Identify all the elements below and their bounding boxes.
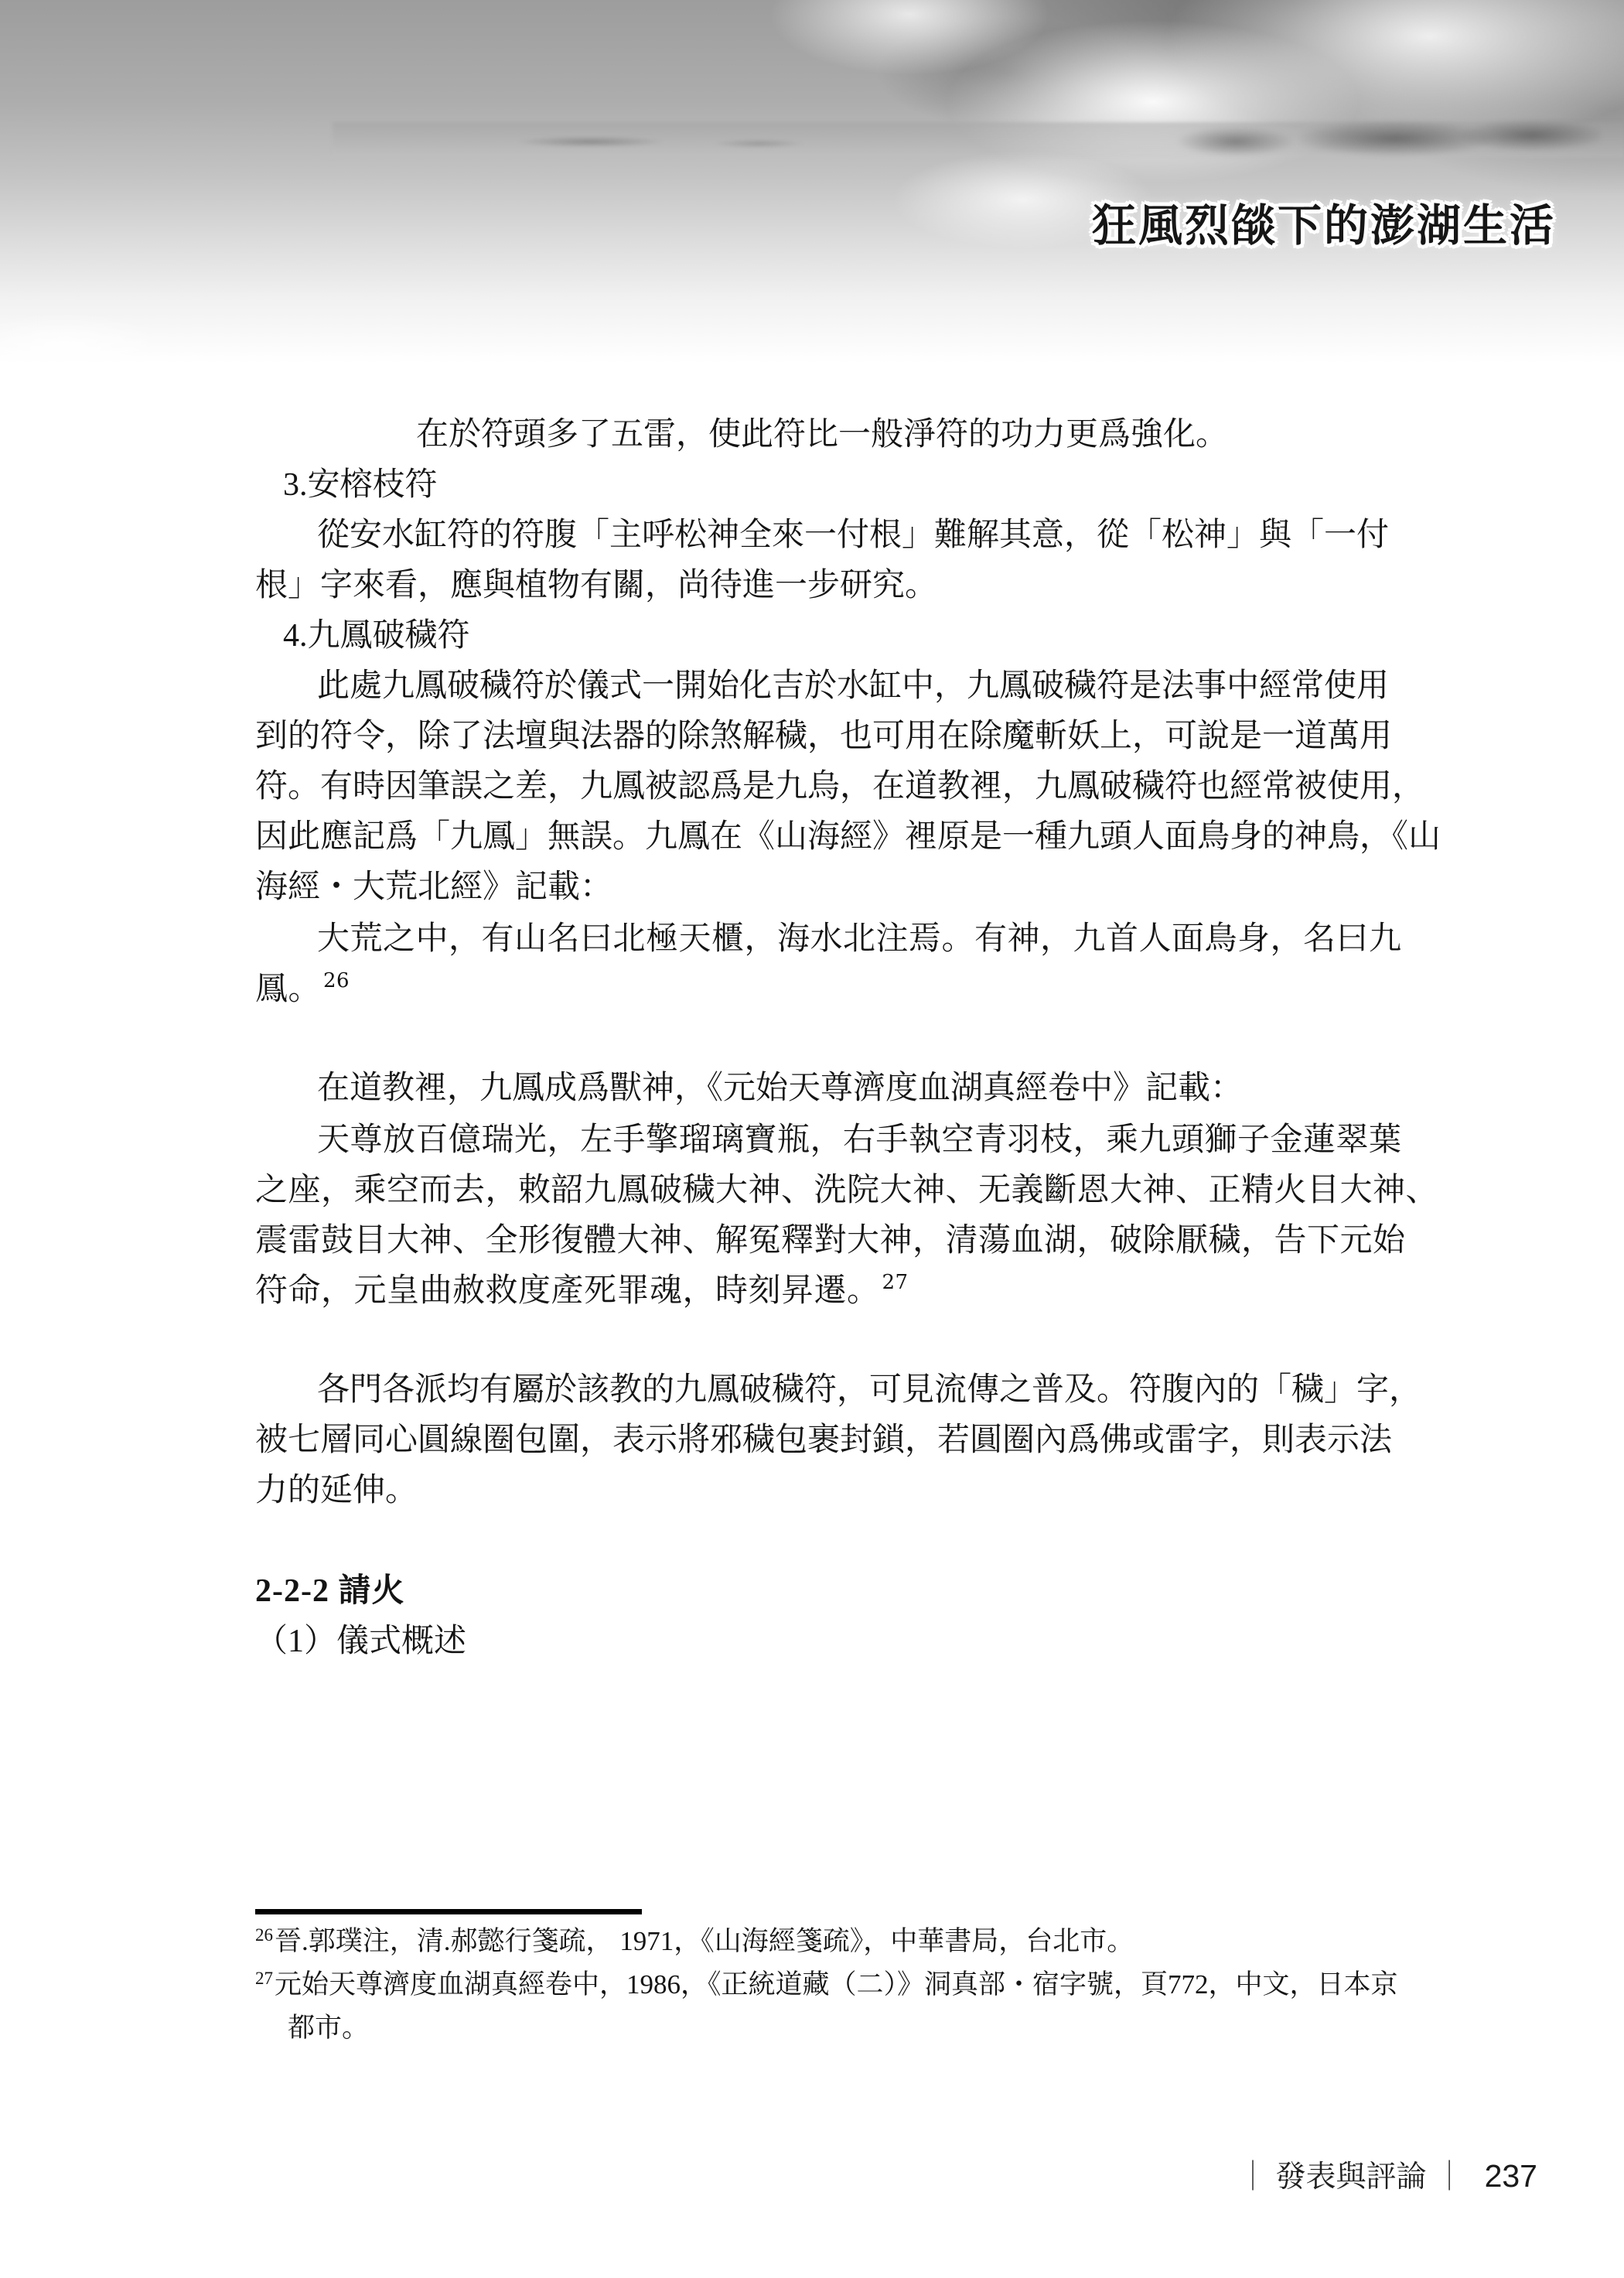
footnote-ref-26: 26: [323, 969, 350, 992]
body-text: [255, 410, 1441, 1667]
footnote-number: 27: [255, 1969, 273, 1988]
quote-line: 大荒之中，有山名曰北極天櫃，海水北注焉。有神，九首人面鳥身，名曰九: [317, 919, 1402, 957]
body-line: 力的延伸。: [255, 1473, 418, 1508]
body-line: 在道教裡，九鳳成爲獸神，《元始天尊濟度血湖真經卷中》記載：: [317, 1071, 1244, 1106]
body-line: 此處九鳳破穢符於儀式一開始化吉於水缸中，九鳳破穢符是法事中經常使用: [317, 668, 1390, 704]
body-line: 海經・大荒北經》記載：: [255, 869, 613, 905]
footnote-separator: [255, 1909, 642, 1914]
footnote-ref-27: 27: [882, 1271, 909, 1294]
chapter-title: 狂風烈燄下的澎湖生活: [1092, 200, 1556, 251]
quote-text: 符命，元皇曲赦救度產死罪魂，時刻昇遷。: [255, 1271, 880, 1309]
footnote-text: 晉.郭璞注，清.郝懿行箋疏， 1971，《山海經箋疏》，中華書局，台北市。: [275, 1926, 1134, 1956]
spacer-line: [255, 1315, 1404, 1365]
quote-line: 震雷鼓目大神、全形復體大神、解冤釋對大神，清蕩血湖，破除厭穢，告下元始: [255, 1221, 1406, 1259]
body-line: 根」字來看，應與植物有關，尚待進一步研究。: [255, 568, 938, 603]
journal-section-label: 發表與評論: [1275, 2160, 1427, 2194]
footnote: [255, 1963, 1415, 2006]
body-line: 被七層同心圓線圈包圍，表示將邪穢包裹封鎖，若圓圈內爲佛或雷字，則表示法: [255, 1422, 1393, 1458]
quote-line: [255, 1265, 1404, 1315]
page-number: 237: [1484, 2158, 1537, 2194]
list-item-heading: 3.安榕枝符: [283, 467, 438, 503]
footnote-continuation: 都市。: [288, 2013, 370, 2043]
header-photo: [0, 0, 1624, 364]
subsection-heading: （1）儀式概述: [255, 1624, 467, 1659]
body-line: 從安水缸符的符腹「主呼松神全來一付根」難解其意，從「松神」與「一付: [317, 517, 1390, 553]
list-item-heading: 4.九鳳破穢符: [283, 618, 470, 654]
quote-line: [255, 963, 1404, 1013]
section-heading: 2-2-2 請火: [255, 1573, 405, 1609]
body-line: 在於符頭多了五雷，使此符比一般淨符的功力更爲強化。: [416, 417, 1229, 453]
footnote: [255, 1920, 1415, 1963]
page-footer: [1230, 2157, 1537, 2195]
footnote-number: 26: [255, 1925, 273, 1945]
quote-text: 鳳。: [255, 969, 322, 1007]
coastline-landmass: [1145, 104, 1601, 166]
body-line: 因此應記爲「九鳳」無誤。九鳳在《山海經》裡原是一種九頭人面鳥身的神鳥，《山: [255, 819, 1441, 855]
spacer-line: [255, 1516, 1404, 1566]
quote-line: 天尊放百億瑞光，左手擎瑠璃寶瓶，右手執空青羽枝，乘九頭獅子金蓮翠葉: [317, 1120, 1402, 1158]
footer-separator-bar: ｜: [1237, 2160, 1268, 2194]
body-line: 到的符令，除了法壇與法器的除煞解穢，也可用在除魔斬妖上，可說是一道萬用: [255, 719, 1393, 754]
footnote-text: 元始天尊濟度血湖真經卷中，1986，《正統道藏（二）》洞真部・宿字號，頁772，中文，日本京: [275, 1969, 1398, 2000]
body-line: 各門各派均有屬於該教的九鳳破穢符，可見流傳之普及。符腹內的「穢」字，: [317, 1372, 1422, 1408]
footnotes: [255, 1920, 1415, 2050]
body-line: 符。有時因筆誤之差，九鳳被認爲是九烏，在道教裡，九鳳破穢符也經常被使用，: [255, 769, 1425, 804]
quote-line: 之座，乘空而去，敕韶九鳳破穢大神、洗院大神、无義斷恩大神、正精火目大神、: [255, 1170, 1439, 1208]
spacer-line: [255, 1013, 1404, 1064]
footer-separator-bar: ｜: [1434, 2160, 1465, 2194]
